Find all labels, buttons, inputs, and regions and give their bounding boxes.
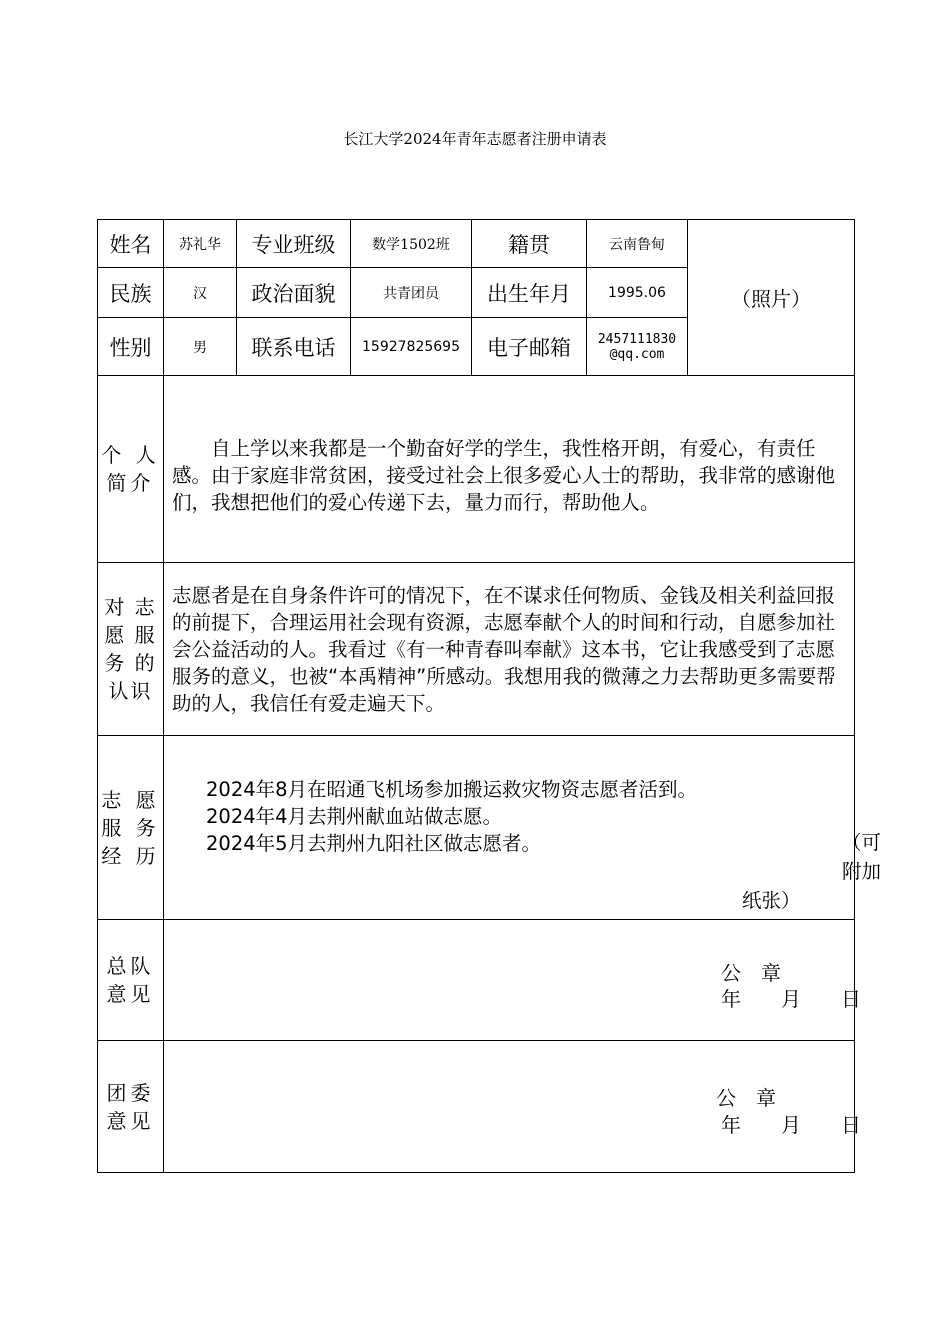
intro-cell <box>164 376 855 563</box>
experience-note-line-2: 纸张） <box>742 889 801 912</box>
experience-item: 2024年8月在昭通飞机场参加搬运救灾物资志愿者活到。 <box>206 778 698 801</box>
intro-label: 个 人 简介 <box>98 376 164 563</box>
email-line-2: @qq.com <box>609 346 665 362</box>
registration-form-table <box>97 219 882 1173</box>
native-place-value: 云南鲁甸 <box>587 220 688 268</box>
name-value: 苏礼华 <box>164 220 237 268</box>
gender-label: 性别 <box>98 318 164 376</box>
experience-item: 2024年4月去荆州献血站做志愿。 <box>206 805 503 828</box>
gender-value: 男 <box>164 318 237 376</box>
intro-text: 自上学以来我都是一个勤奋好学的学生，我性格开朗，有爱心，有责任感。由于家庭非常贫困，接受过社会上很多爱心人士的帮助，我非常的感谢他们，我想把他们的爱心传递下去，量力而行，帮助他人。 <box>172 436 836 514</box>
experience-note-line-1: （可附加 <box>842 831 882 883</box>
birth-date-label: 出生年月 <box>472 268 587 318</box>
photo-placeholder: （照片） <box>688 220 855 376</box>
experience-item: 2024年5月去荆州九阳社区做志愿者。 <box>206 832 542 855</box>
phone-label: 联系电话 <box>237 318 351 376</box>
league-opinion-cell <box>164 1041 861 1173</box>
understanding-cell <box>164 563 855 736</box>
experience-list <box>206 776 697 857</box>
brigade-opinion-label: 总队 意见 <box>98 920 164 1041</box>
political-status-label: 政治面貌 <box>237 268 351 318</box>
major-class-label: 专业班级 <box>237 220 351 268</box>
birth-date-value: 1995.06 <box>587 268 688 318</box>
political-status-value: 共青团员 <box>351 268 472 318</box>
phone-value: 15927825695 <box>351 318 472 376</box>
major-class-value: 数学1502班 <box>351 220 472 268</box>
league-date-label: 年 月 日 <box>721 1113 861 1137</box>
email-value <box>587 318 688 376</box>
brigade-date-label: 年 月 日 <box>721 987 861 1011</box>
name-label: 姓名 <box>98 220 164 268</box>
league-stamp-label: 公 章 <box>716 1086 776 1110</box>
brigade-opinion-cell <box>164 920 861 1041</box>
native-place-label: 籍贯 <box>472 220 587 268</box>
email-line-1: 2457111830 <box>597 331 677 347</box>
ethnicity-label: 民族 <box>98 268 164 318</box>
form-title: 长江大学2024年青年志愿者注册申请表 <box>343 130 607 148</box>
ethnicity-value: 汉 <box>164 268 237 318</box>
email-label: 电子邮箱 <box>472 318 587 376</box>
experience-cell <box>164 736 882 920</box>
brigade-stamp-label: 公 章 <box>721 961 781 985</box>
experience-label: 志 愿 服 务 经 历 <box>98 736 164 920</box>
experience-note <box>742 828 881 915</box>
league-opinion-label: 团委 意见 <box>98 1041 164 1173</box>
understanding-text: 志愿者是在自身条件许可的情况下，在不谋求任何物质、金钱及相关利益回报的前提下，合理运用社会现有资源，志愿奉献个人的时间和行动，自愿参加社会公益活动的人。我看过《有一种青春叫奉献》这本书，它让我感受到了志愿服务的意义，也被“本禹精神”所感动。我想用我的微薄之力去帮助更多需要帮助的人，我信任有爱走遍天下。 <box>172 583 836 715</box>
understanding-label: 对 志 愿 服 务 的 认识 <box>98 563 164 736</box>
